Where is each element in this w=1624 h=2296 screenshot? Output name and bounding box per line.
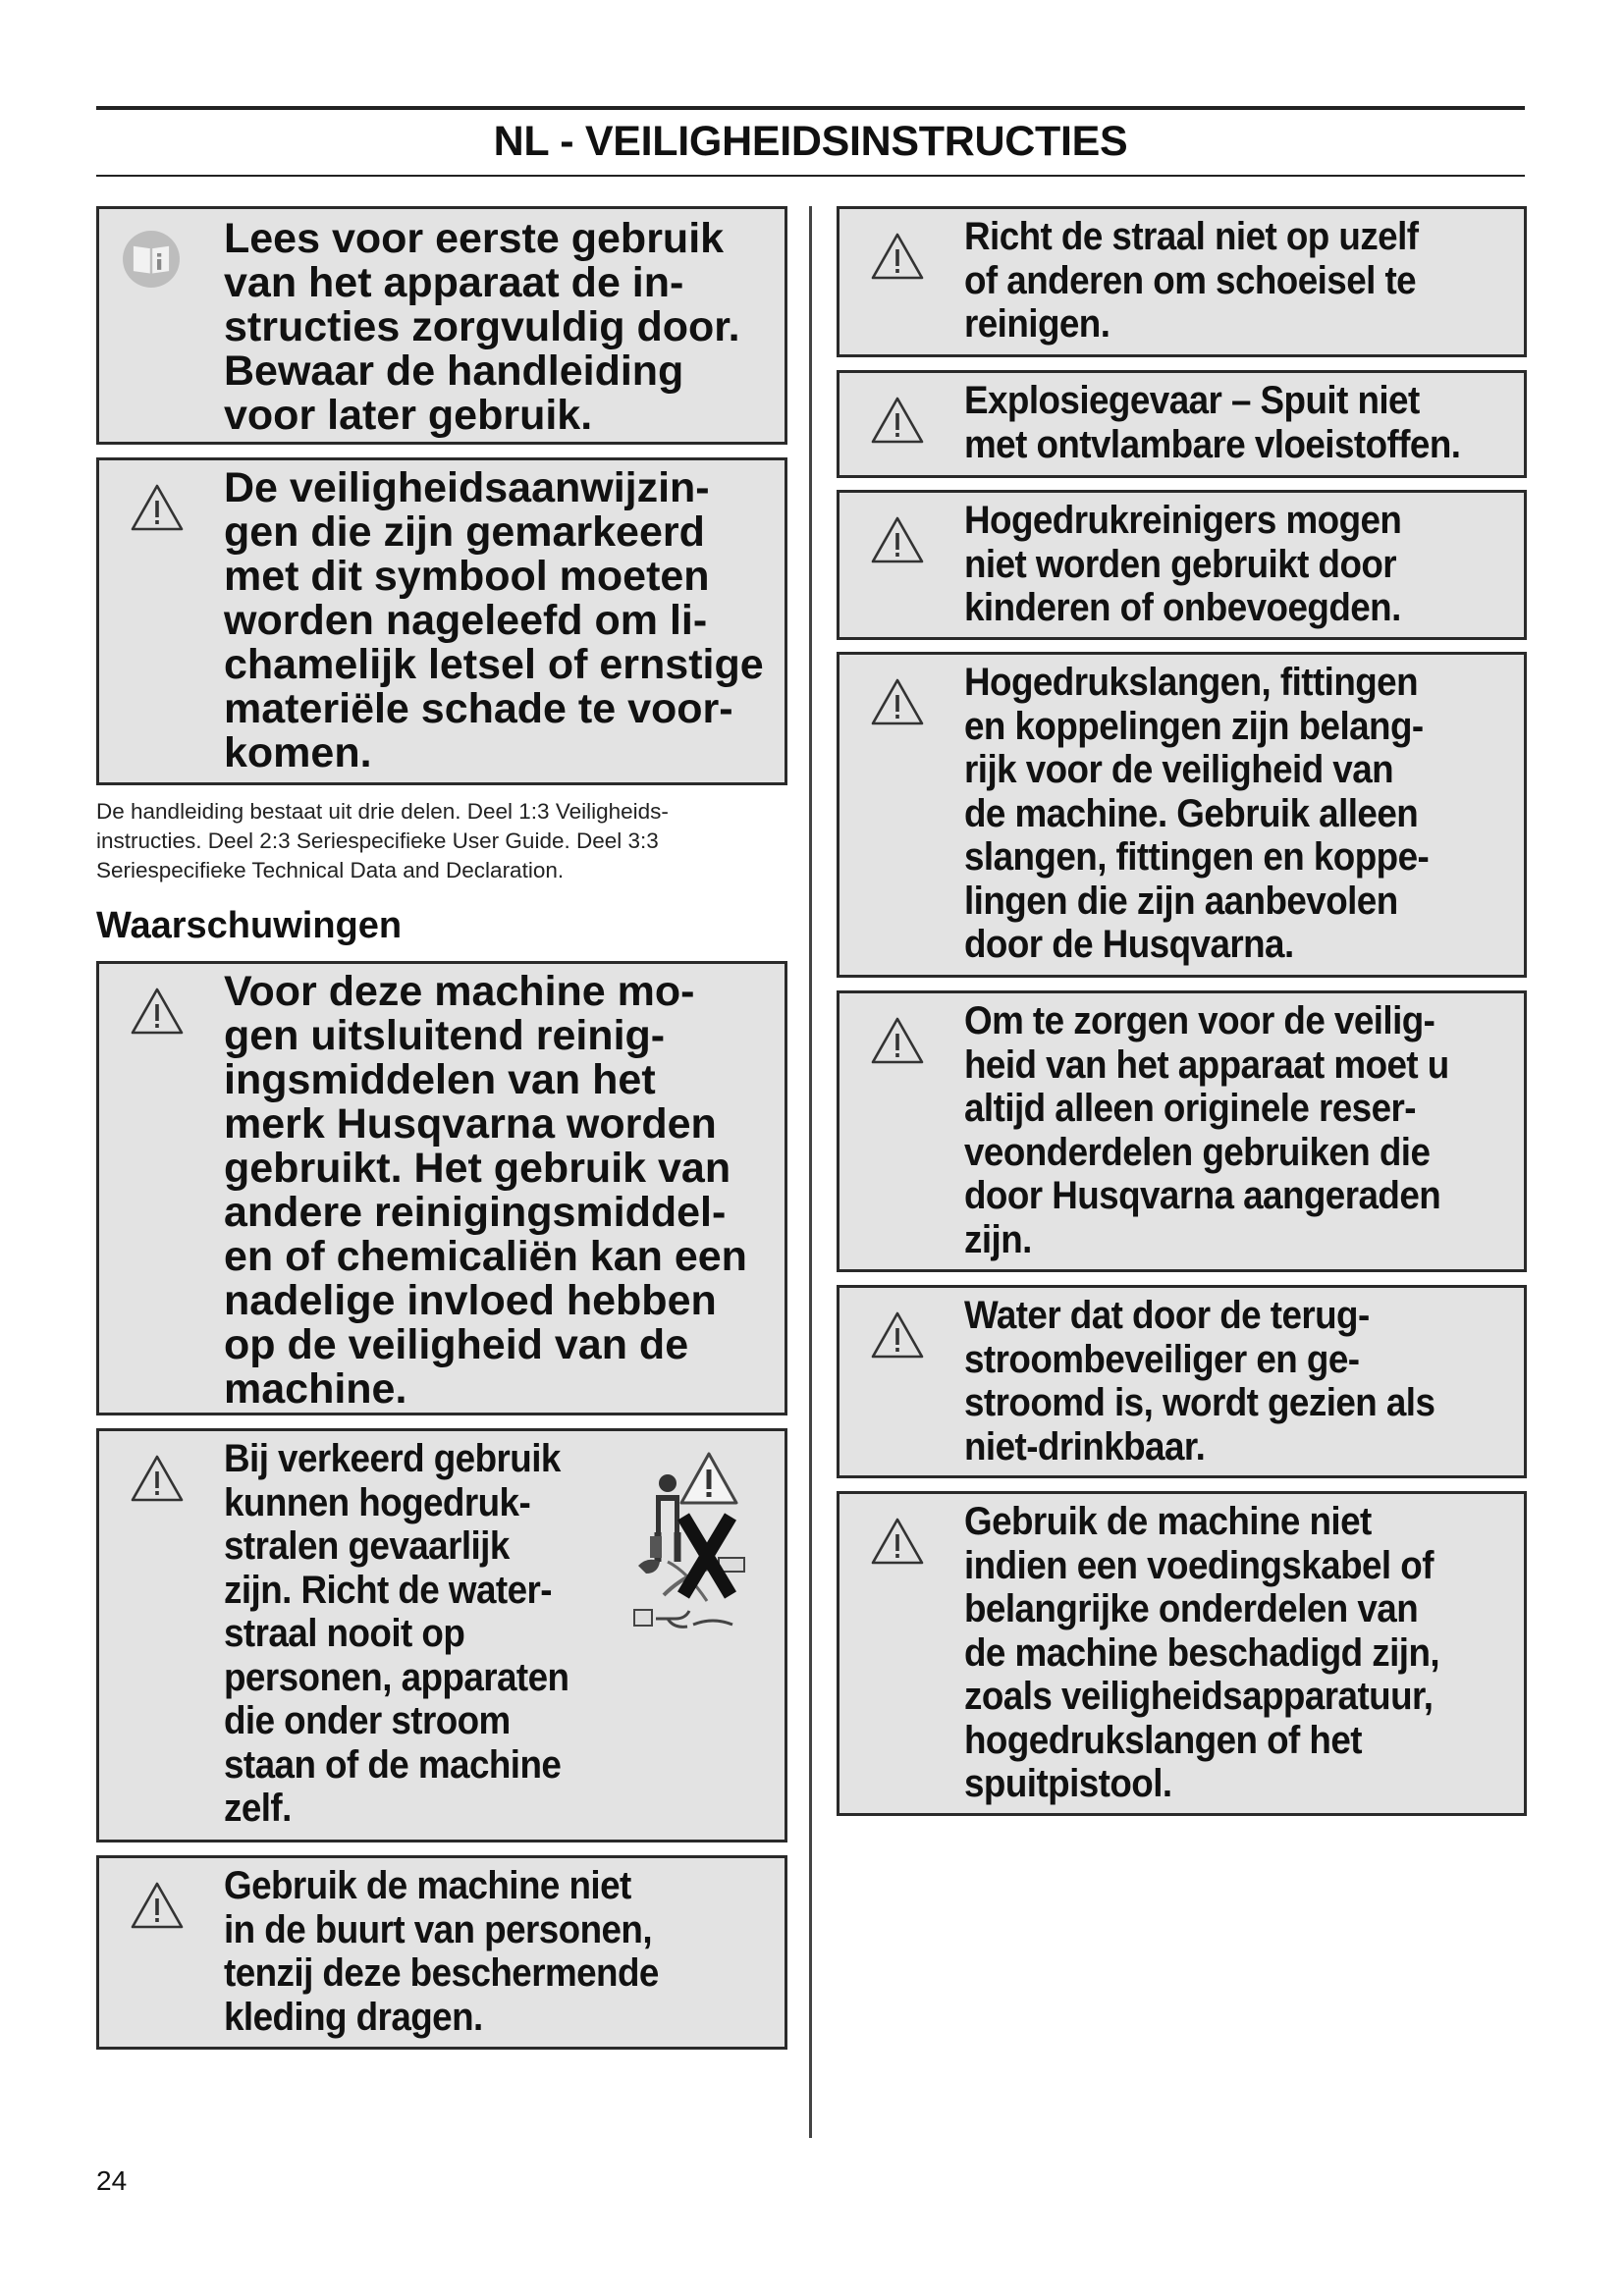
box-children: [837, 490, 1527, 640]
box-nearby-persons: [96, 1855, 787, 2050]
spray-hazard-pictogram: [628, 1448, 756, 1639]
page-title: NL - VEILIGHEIDSINSTRUCTIES: [493, 118, 1128, 165]
title-underline: [96, 175, 1525, 177]
nearby-persons-text: Gebruik de machine niet in de buurt van personen, tenzij deze beschermende kleding dragen.: [224, 1864, 659, 2039]
warning-triangle-icon: [129, 482, 186, 533]
box-detergents: [96, 961, 787, 1415]
book-icon: [117, 225, 186, 294]
children-text: Hogedrukreinigers mogen niet worden gebruikt door kinderen of onbevoegden.: [964, 499, 1402, 629]
symbol-warning-text: De veiligheidsaanwijzin- gen die zijn gemarkeerd met dit symbool moeten worden nageleefd om li- chamelijk letsel of ernstige materiële schade te voor- komen.: [224, 464, 764, 776]
damaged-machine-text: Gebruik de machine niet indien een voedingskabel of belangrijke onderdelen van de machine beschadigd zijn, zoals veiligheidsapparatuur, hogedrukslangen of het spuitpistool.: [964, 1500, 1440, 1805]
spare-parts-text: Om te zorgen voor de veilig- heid van het apparaat moet u altijd alleen originele reser- veonderdelen gebruiken die door Husqvarna aangeraden zijn.: [964, 999, 1449, 1261]
footwear-text: Richt de straal niet op uzelf of anderen om schoeisel te reinigen.: [964, 215, 1419, 346]
warning-triangle-icon: [129, 1453, 186, 1504]
warning-triangle-icon: [869, 1309, 926, 1361]
hoses-text: Hogedrukslangen, fittingen en koppelingen zijn belang- rijk voor de veiligheid van de machine. Gebruik alleen slangen, fittingen en koppe- lingen die zijn aanbevolen door de Husqvarna.: [964, 661, 1430, 966]
box-spare-parts: [837, 990, 1527, 1272]
warning-triangle-icon: [869, 1015, 926, 1066]
read-manual-text: Lees voor eerste gebruik van het apparaat de in- structies zorgvuldig door. Bewaar de handleiding voor later gebruik.: [224, 215, 740, 439]
section-heading: Waarschuwingen: [96, 905, 403, 946]
warning-triangle-icon: [869, 231, 926, 282]
warning-triangle-icon: [869, 1516, 926, 1567]
box-backflow: [837, 1285, 1527, 1478]
warning-triangle-icon: [129, 1880, 186, 1931]
warning-triangle-icon: [129, 986, 186, 1037]
box-hoses: [837, 652, 1527, 978]
box-read-manual: [96, 206, 787, 445]
top-rule: [96, 106, 1525, 110]
column-divider: [809, 206, 812, 2138]
manual-intro-text: De handleiding bestaat uit drie delen. Deel 1:3 Veiligheids- instructies. Deel 2:3 Seriespecifieke User Guide. Deel 3:3 Seriespecifieke Technical Data and Declaration.: [96, 799, 669, 882]
box-damaged-machine: [837, 1491, 1527, 1816]
warning-triangle-icon: [869, 676, 926, 727]
backflow-text: Water dat door de terug- stroombeveiliger en ge- stroomd is, wordt gezien als niet-drinkbaar.: [964, 1294, 1435, 1468]
warning-triangle-icon: [869, 395, 926, 446]
warning-triangle-icon: [869, 514, 926, 565]
high-pressure-jets-text: Bij verkeerd gebruik kunnen hogedruk- stralen gevaarlijk zijn. Richt de water- straal nooit op personen, apparaten die onder stroom staan of de machine zelf.: [224, 1437, 569, 1830]
box-explosion: [837, 370, 1527, 478]
detergents-text: Voor deze machine mo- gen uitsluitend reinig- ingsmiddelen van het merk Husqvarna worden gebruikt. Het gebruik van andere reinigingsmiddel- en of chemicaliën kan een nadelige invloed hebben op de veiligheid van de machine.: [224, 968, 747, 1413]
box-footwear: [837, 206, 1527, 357]
explosion-text: Explosiegevaar – Spuit niet met ontvlambare vloeistoffen.: [964, 379, 1461, 466]
page-number: 24: [96, 2165, 128, 2196]
box-symbol-warning: [96, 457, 787, 785]
